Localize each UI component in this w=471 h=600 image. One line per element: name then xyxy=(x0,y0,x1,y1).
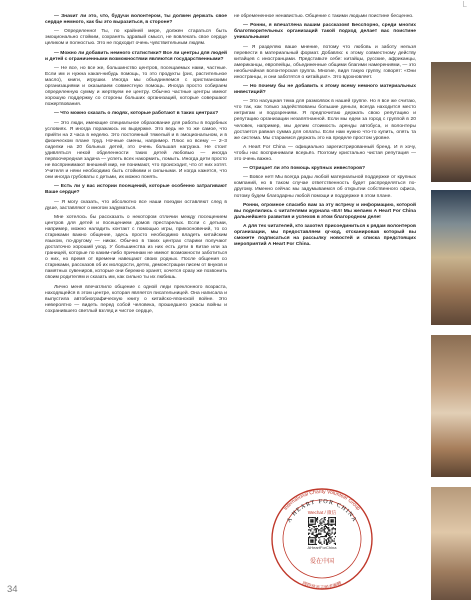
interview-question: — Отрицает ли это помощь крупных инвесторов? xyxy=(243,166,366,172)
interview-question: А для тех читателей, кто захотел присоединиться к рядам волонтеров организации, мы предоставляем qr-код, отсканировав который вы сможете подписаться на рассылку новостей и списка предстоящих мероприятий A Heart For China. xyxy=(234,224,416,248)
badge-chinese-motto: 爱在中国 xyxy=(309,558,335,565)
paragraph: — Вовсе нет! Мы всегда рады любой материальной поддержке от крупных компаний, но в таком случае ответственность будет распределяться по-другому. Именно сейчас мы задумываемся об открытии собственного офиса, потому будем благодарны любой помощи и поддержке в этом плане. xyxy=(234,175,416,199)
interview-question: — Есть ли у вас истории посещений, которые особенно затрагивают Ваше сердце? xyxy=(45,184,227,196)
paragraph: Мне хотелось бы рассказать о некотором отличии между посещением центров для детей и посещением домов престарелых. Если с детьми, например, можно наладить контакт с помощью игры, прикосновений, то со стариками важно общение, здесь просто необходимо владеть китайским языком, по-другому — никак. Обычно в таких центрах старики получают достаточно хороший уход. У большинства из них есть дети в Китае или за границей, которые по каким-либо причинам не имеют возможности заботиться о них, но время от времени навещают своих родных. После общения со стариками, рассказов об их молодости, детях, демонстрации писем от внуков и памятных сувениров, которые они бережно хранят, хочется сразу же позвонить своим родителям и сказать им, как сильно ты их любишь. xyxy=(45,214,227,281)
interview-question: — Можно ли добавить немного статистики? Все ли центры для людей и детей с ограниченными возможностями являются государственными? xyxy=(45,50,227,62)
interview-question: — Но почему бы не добавить к этому всему немного материальных инвестиций? xyxy=(234,84,416,96)
corner-mark: L xyxy=(462,0,467,9)
paragraph: — Я разделяю ваше мнение, потому что любовь и заботу нельзя перевести в материальный формат. Добавлю: к этому совместному действу китайцев с иностранцами. Представьте себе: китайцы, русские, африканцы, американцы, европейцы, объединенные общими благими намерениями, — это необычайная волонтерская группа. Многие, видя такую группу, говорят: «Они иностранцы, и они заботятся о китайцах!». Это вдохновляет. xyxy=(234,44,416,80)
side-photo-1 xyxy=(431,62,471,182)
wechat-label: Wechat / 微信 xyxy=(307,510,337,515)
right-text-column xyxy=(234,14,416,251)
qr-code xyxy=(307,516,337,546)
interview-question: — Что можно сказать о людях, которые работают в таких центрах? xyxy=(54,111,219,117)
paragraph: — Не все, но все же, большинство центров, посещаемых нами, частные. Если им и нужна какая-нибудь помощь, то это продукты (рис, растительное масло), книги, игрушки. Иногда мы объединяемся с христианскими организациями и оказываем совместную помощь. Иногда просто собираем определенную сумму и жертвуем ее центру. Обычно частные центры имеют хорошую поддержку со стороны больших организаций, которые совершают пожертвования. xyxy=(45,65,227,108)
side-photo-3 xyxy=(431,335,471,477)
side-photo-4 xyxy=(431,487,471,600)
qr-handle: AHeartForChina xyxy=(307,545,337,550)
paragraph: Лично меня впечатлило общение с одной леди преклонного возраста, находящейся в этом центре, которая является писательницей. Она написала и выпустила автобиографическую книгу о китайско-японской войне. Это невероятно — видеть перед собой человека, прошедшего ужасы войны и сохранившего светлый взгляд и чистое сердце, xyxy=(45,284,227,314)
left-text-column xyxy=(45,14,227,318)
badge-ring-text: International Charity Volunteer Group xyxy=(282,488,362,512)
interview-question: Ронни, огромное спасибо вам за эту встречу и информацию, которой вы поделились с читателями журнала «Ел! Мы желаем A Heart For China дальнейшего развития и успехов в этом благородном деле! xyxy=(234,202,416,220)
qr-code-badge[interactable] xyxy=(258,485,386,593)
paragraph: — Это люди, имеющие специальное образование для работы в подобных условиях. Я иногда поражаюсь их выдержке. Это ведь не то же самое, что прийти на 2 часа в неделю. Это постоянный тяжелый и в эмоциональном, и в физическом плане труд. Ночные смены, например. Плюс ко всему — 2–3 сиделки на 20 больных детей, это очень большая нагрузка. Не стоит удивляться некой обделенности таких детей любовью — иногда первоочередная задача — успеть всех накормить, помыть. Иногда дети просто не воспринимают внешний мир, не понимают, что происходит, что от них хотят. Учителя и няни необходимо быть стойкими и сильными. И когда кажется, что они иногда грубоваты с детьми, их можно понять. xyxy=(45,120,227,181)
badge-brand-arc: A HEART FOR CHINA xyxy=(286,498,358,524)
page-number: 34 xyxy=(7,584,18,595)
paragraph: не обремененное ненавистью. Общение с такими людьми поистине бесценно. xyxy=(234,14,414,19)
paragraph: A Heart For China — официально зарегистрированный бренд. И я хочу, чтобы нас воспринимали всерьёз. Поэтому кристально чистая репутация — это очень важно. xyxy=(234,144,416,162)
qr-badge-graphic xyxy=(258,485,386,593)
paragraph: — Я могу сказать, что абсолютно все наши поездки оставляют след в душе, заставляют о многом задуматься. xyxy=(45,199,227,211)
badge-bottom-arc: 國際慈善志願者團體 xyxy=(301,581,343,591)
interview-question: — Ронни, я впечатлена вашим рассказом! Бесспорно, среди многих благотворительных организаций такой подход делает вас поистине уникальными! xyxy=(234,23,416,41)
interview-question: — Значит ли это, что, будучи волонтером, ты должен держать свое сердце немного, как бы это выразиться, в стороне? xyxy=(45,14,227,26)
paragraph: — Определенно! Ты, по крайней мере, должен стараться быть эмоционально стойким, сохранять здравый смысл, не вовлекать свое сердце целиком и полностью. Это не подходит очень чувствительным людям. xyxy=(45,29,227,47)
paragraph: — Это насущная тема для размолвок в нашей группе. Но я все же считаю, что так, как только задействованы большие деньги, всегда находится место интригам и подозрениям. Я предпочитаю держать свою репутацию и репутацию организации незапятнанной. Если мы едем за город с группой в 20 человек, например, мы делим стоимость аренды автобуса, и волонтеры достается равная сумма для оплаты. Если нам нужно что-то купить, опять та же система. Мы стараемся держать это на пределе простом уровне. xyxy=(234,99,416,141)
top-bar xyxy=(0,0,471,10)
side-photo-2 xyxy=(431,190,471,325)
